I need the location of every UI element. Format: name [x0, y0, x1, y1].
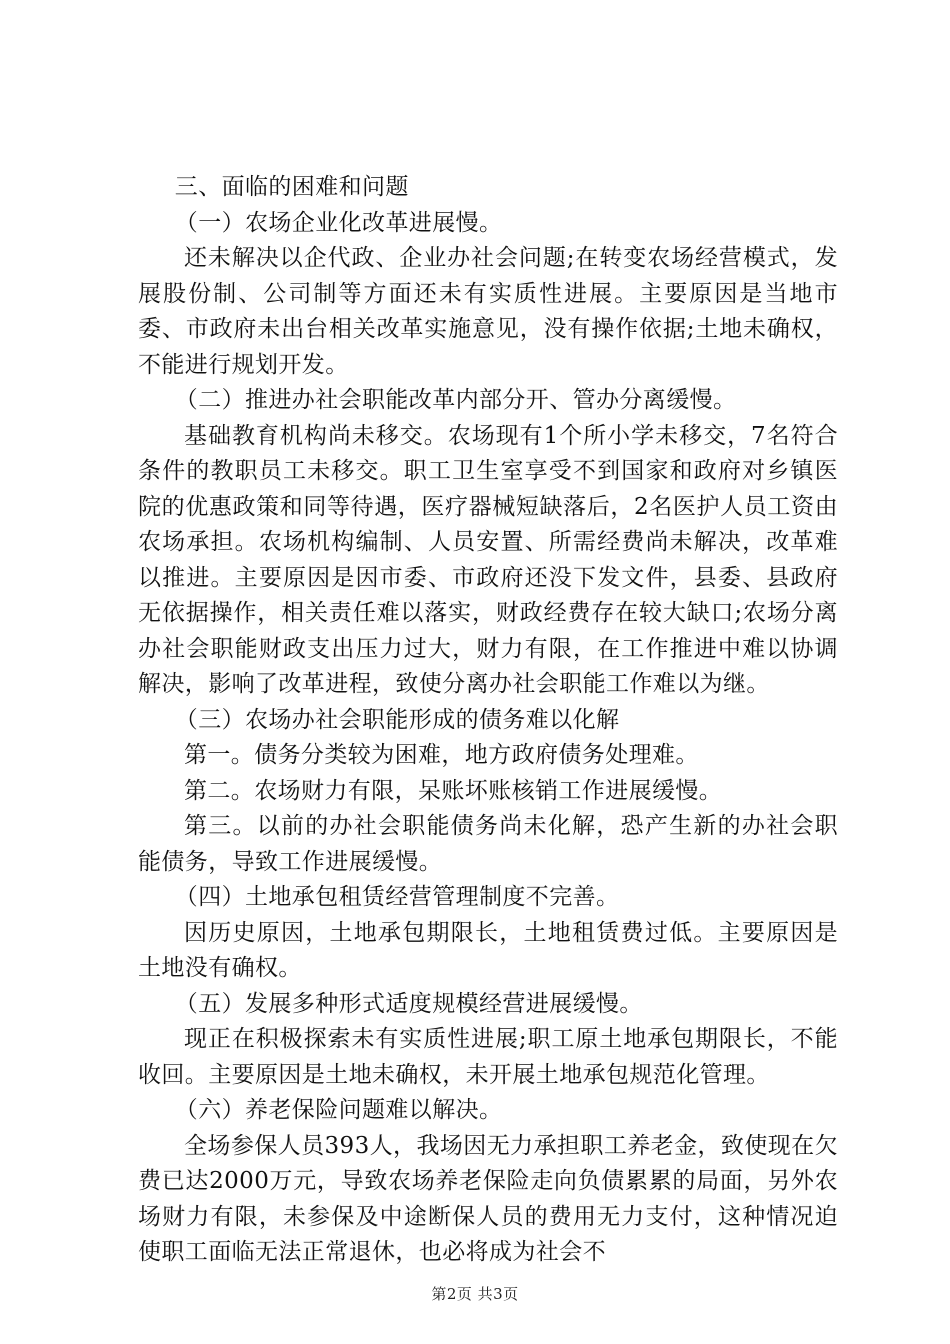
subsection-heading: （二）推进办社会职能改革内部分开、管办分离缓慢。 [174, 387, 737, 413]
page-footer [0, 1283, 950, 1304]
body-paragraph: 基础教育机构尚未移交。农场现有1个所小学未移交，7名符合条件的教职员工未移交。职工卫生室享受不到国家和政府对乡镇医院的优惠政策和同等待遇，医疗器械短缺落后，2名医护人员工资由农场承担。农场机构编制、人员安置、所需经费尚未解决，改革难以推进。主要原因是因市委、市政府还没下发文件，县委、县政府无依据操作，相关责任难以落实，财政经费存在较大缺口;农场分离办社会职能财政支出压力过大，财力有限，在工作推进中难以协调解决，影响了改革进程，致使分离办社会职能工作难以为继。 [138, 422, 838, 697]
subsection-heading: （五）发展多种形式适度规模经营进展缓慢。 [174, 990, 643, 1017]
subsection-heading: （四）土地承包租赁经营管理制度不完善。 [174, 884, 620, 910]
body-paragraph: 第三。以前的办社会职能债务尚未化解，恐产生新的办社会职能债务，导致工作进展缓慢。 [138, 813, 838, 875]
page-number-label: 第2页 共3页 [431, 1285, 519, 1303]
subsection-heading: （三）农场办社会职能形成的债务难以化解 [174, 706, 620, 733]
body-paragraph: 第一。债务分类较为困难，地方政府债务处理难。 [184, 742, 699, 768]
subsection-heading: （六）养老保险问题难以解决。 [174, 1097, 503, 1123]
body-paragraph: 全场参保人员393人，我场因无力承担职工养老金，致使现在欠费已达2000万元，导致农场养老保险走向负债累累的局面，另外农场财力有限，未参保及中途断保人员的费用无力支付，这种情况迫使职工面临无法正常退休，也必将成为社会不 [138, 1132, 838, 1265]
body-paragraph: 第二。农场财力有限，呆账坏账核销工作进展缓慢。 [184, 777, 723, 804]
body-paragraph: 现正在积极探索未有实质性进展;职工原土地承包期限长，不能收回。主要原因是土地未确权，未开展土地承包规范化管理。 [138, 1026, 838, 1088]
body-paragraph: 还未解决以企代政、企业办社会问题;在转变农场经营模式，发展股份制、公司制等方面还未有实质性进展。主要原因是当地市委、市政府未出台相关改革实施意见，没有操作依据;土地未确权，不能进行规划开发。 [138, 245, 838, 378]
subsection-heading: （一）农场企业化改革进展慢。 [174, 209, 503, 236]
body-paragraph: 因历史原因，土地承包期限长，土地租赁费过低。主要原因是土地没有确权。 [138, 919, 838, 981]
section-heading: 三、面临的困难和问题 [174, 174, 409, 200]
document-body [138, 170, 838, 1271]
